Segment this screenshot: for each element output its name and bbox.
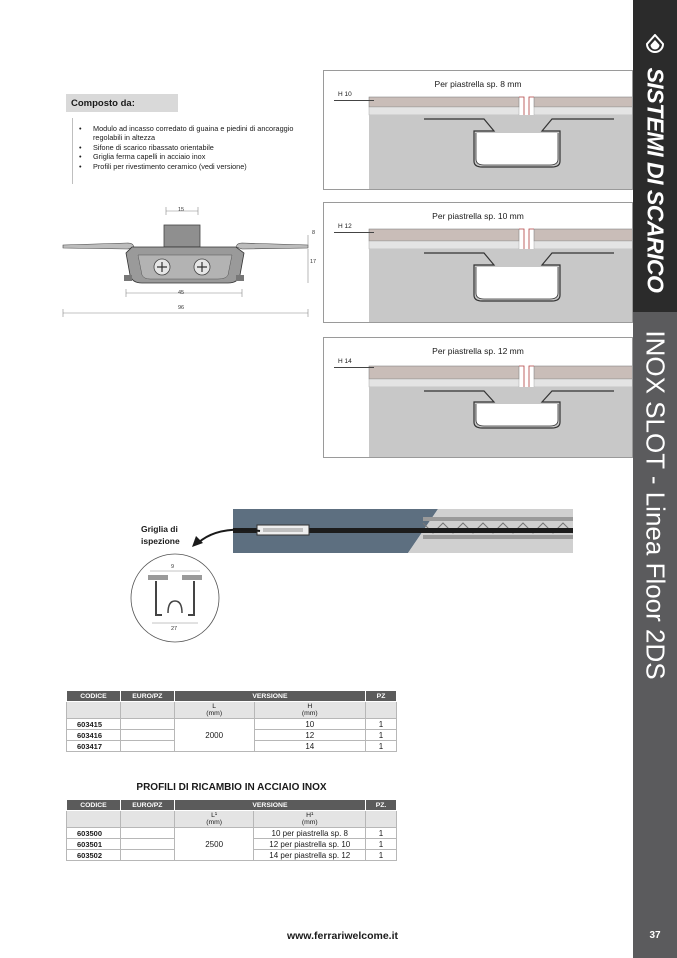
product-table (66, 690, 397, 752)
col-version-header: VERSIONE (174, 691, 365, 702)
product-code: 603502 (67, 850, 121, 861)
pz-value: 1 (366, 730, 397, 741)
col-h-subheader: H (mm) (254, 702, 366, 719)
section-h-label: H 10 (334, 91, 374, 101)
composition-item: • Profili per rivestimento ceramico (vedi versione) (78, 162, 318, 171)
spare-profiles-table (66, 799, 397, 861)
col-h-subheader: H¹ (mm) (254, 811, 366, 828)
section-drawing (324, 338, 633, 458)
pz-value: 1 (366, 850, 397, 861)
dim-top-width: 15 (178, 207, 185, 213)
height-value: 14 (254, 741, 366, 752)
pz-value: 1 (366, 828, 397, 839)
col-pz-header: PZ (366, 691, 397, 702)
composition-divider (72, 118, 73, 184)
sidebar (633, 0, 677, 958)
dim-height-top: 8 (312, 230, 316, 236)
section-h-label: H 12 (334, 223, 374, 233)
table-row (67, 828, 397, 839)
dim-height-body: 17 (310, 259, 317, 265)
col-code-header: CODICE (67, 691, 121, 702)
col-price-header: EURO/PZ (120, 800, 174, 811)
height-value: 12 per piastrella sp. 10 (254, 839, 366, 850)
inspection-label-line1: Griglia di (141, 524, 178, 534)
composition-list (78, 124, 318, 171)
composition-heading: Composto da: (66, 94, 178, 112)
section-diagram-h10 (323, 70, 633, 190)
price-cell (120, 741, 174, 752)
dim-inner-width: 45 (178, 290, 185, 296)
col-code-header: CODICE (67, 800, 121, 811)
product-code: 603417 (67, 741, 121, 752)
height-value: 14 per piastrella sp. 12 (254, 850, 366, 861)
product-code: 603415 (67, 719, 121, 730)
height-value: 10 per piastrella sp. 8 (254, 828, 366, 839)
page-number: 37 (649, 930, 661, 941)
section-title: Per piastrella sp. 12 mm (432, 346, 524, 356)
dim-total-width: 96 (178, 305, 185, 311)
height-value: 10 (254, 719, 366, 730)
price-cell (120, 850, 174, 861)
footer-website-link[interactable]: www.ferrariwelcome.it (286, 930, 399, 942)
composition-item: • Sifone di scarico ribassato orientabile (78, 143, 318, 152)
price-cell (120, 828, 174, 839)
section-diagram-h12 (323, 202, 633, 323)
price-cell (120, 719, 174, 730)
col-pz-header: PZ. (366, 800, 397, 811)
product-code: 603501 (67, 839, 121, 850)
composition-item: • Modulo ad incasso corredato di guaina e piedini di ancoraggio regolabili in altezza (78, 124, 318, 143)
inspection-dim-top: 9 (171, 564, 175, 570)
section-diagram-h14 (323, 337, 633, 458)
product-code: 603416 (67, 730, 121, 741)
inspection-dim-bottom: 27 (171, 626, 178, 632)
section-h-label: H 14 (334, 358, 374, 368)
col-l-subheader: L¹ (mm) (174, 811, 254, 828)
pz-value: 1 (366, 839, 397, 850)
price-cell (120, 839, 174, 850)
sidebar-category-title: SISTEMI DI SCARICO (642, 67, 669, 293)
drain-section-diagram (58, 205, 323, 325)
height-value: 12 (254, 730, 366, 741)
col-version-header: VERSIONE (174, 800, 365, 811)
channel-drain-illustration (233, 505, 573, 555)
sidebar-product-title: INOX SLOT - Linea Floor 2DS (640, 330, 671, 680)
table-row (67, 719, 397, 730)
pz-value: 1 (366, 741, 397, 752)
spare-profiles-title: PROFILI DI RICAMBIO IN ACCIAIO INOX (136, 782, 327, 793)
length-value: 2500 (174, 828, 254, 861)
product-code: 603500 (67, 828, 121, 839)
inspection-label (141, 523, 180, 547)
composition-item: • Griglia ferma capelli in acciaio inox (78, 152, 318, 161)
pz-value: 1 (366, 719, 397, 730)
price-cell (120, 730, 174, 741)
col-l-subheader: L (mm) (174, 702, 254, 719)
section-title: Per piastrella sp. 10 mm (432, 211, 524, 221)
drop-logo-icon (644, 34, 666, 56)
section-drawing (324, 203, 633, 323)
col-price-header: EURO/PZ (120, 691, 174, 702)
section-title: Per piastrella sp. 8 mm (434, 79, 522, 89)
inspection-label-line2: ispezione (141, 536, 180, 546)
length-value: 2000 (174, 719, 254, 752)
arrow-icon (188, 525, 264, 551)
